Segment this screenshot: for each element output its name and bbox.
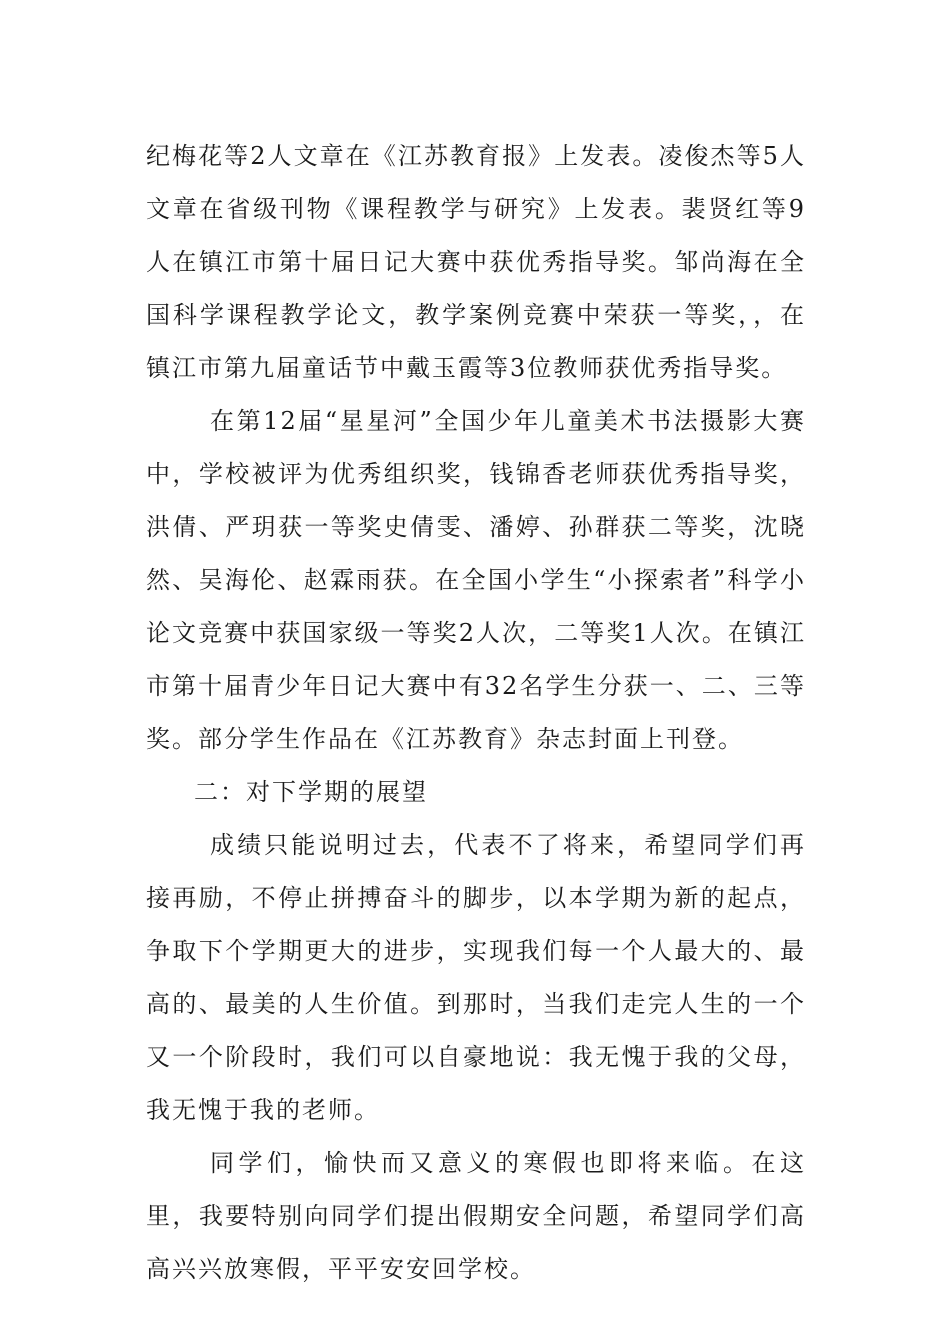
section-heading-outlook: 二：对下学期的展望 <box>194 778 428 806</box>
paragraph-winter-break: 同学们，愉快而又意义的寒假也即将来临。在这里，我要特别向同学们提出假期安全问题，希望同学们高高兴兴放寒假，平平安安回学校。 <box>146 1149 806 1283</box>
paragraph-awards-teachers: 纪梅花等2人文章在《江苏教育报》上发表。凌俊杰等5人文章在省级刊物《课程教学与研究》上发表。裴贤红等9人在镇江市第十届日记大赛中获优秀指导奖。邹尚海在全国科学课程教学论文，教学案例竞赛中荣获一等奖，，在镇江市第九届童话节中戴玉霞等3位教师获优秀指导奖。 <box>146 142 806 382</box>
paragraph-awards-students: 在第12届“星星河”全国少年儿童美术书法摄影大赛中，学校被评为优秀组织奖，钱锦香老师获优秀指导奖，洪倩、严玥获一等奖史倩雯、潘婷、孙群获二等奖，沈晓然、吴海伦、赵霖雨获。在全国小学生“小探索者”科学小论文竞赛中获国家级一等奖2人次，二等奖1人次。在镇江市第十届青少年日记大赛中有32名学生分获一、二、三等奖。部分学生作品在《江苏教育》杂志封面上刊登。 <box>146 407 806 753</box>
document-body <box>146 130 806 1296</box>
paragraph-outlook: 成绩只能说明过去，代表不了将来，希望同学们再接再励，不停止拼搏奋斗的脚步，以本学期为新的起点，争取下个学期更大的进步，实现我们每一个人最大的、最高的、最美的人生价值。到那时，当我们走完人生的一个又一个阶段时，我们可以自豪地说：我无愧于我的父母，我无愧于我的老师。 <box>146 831 806 1124</box>
